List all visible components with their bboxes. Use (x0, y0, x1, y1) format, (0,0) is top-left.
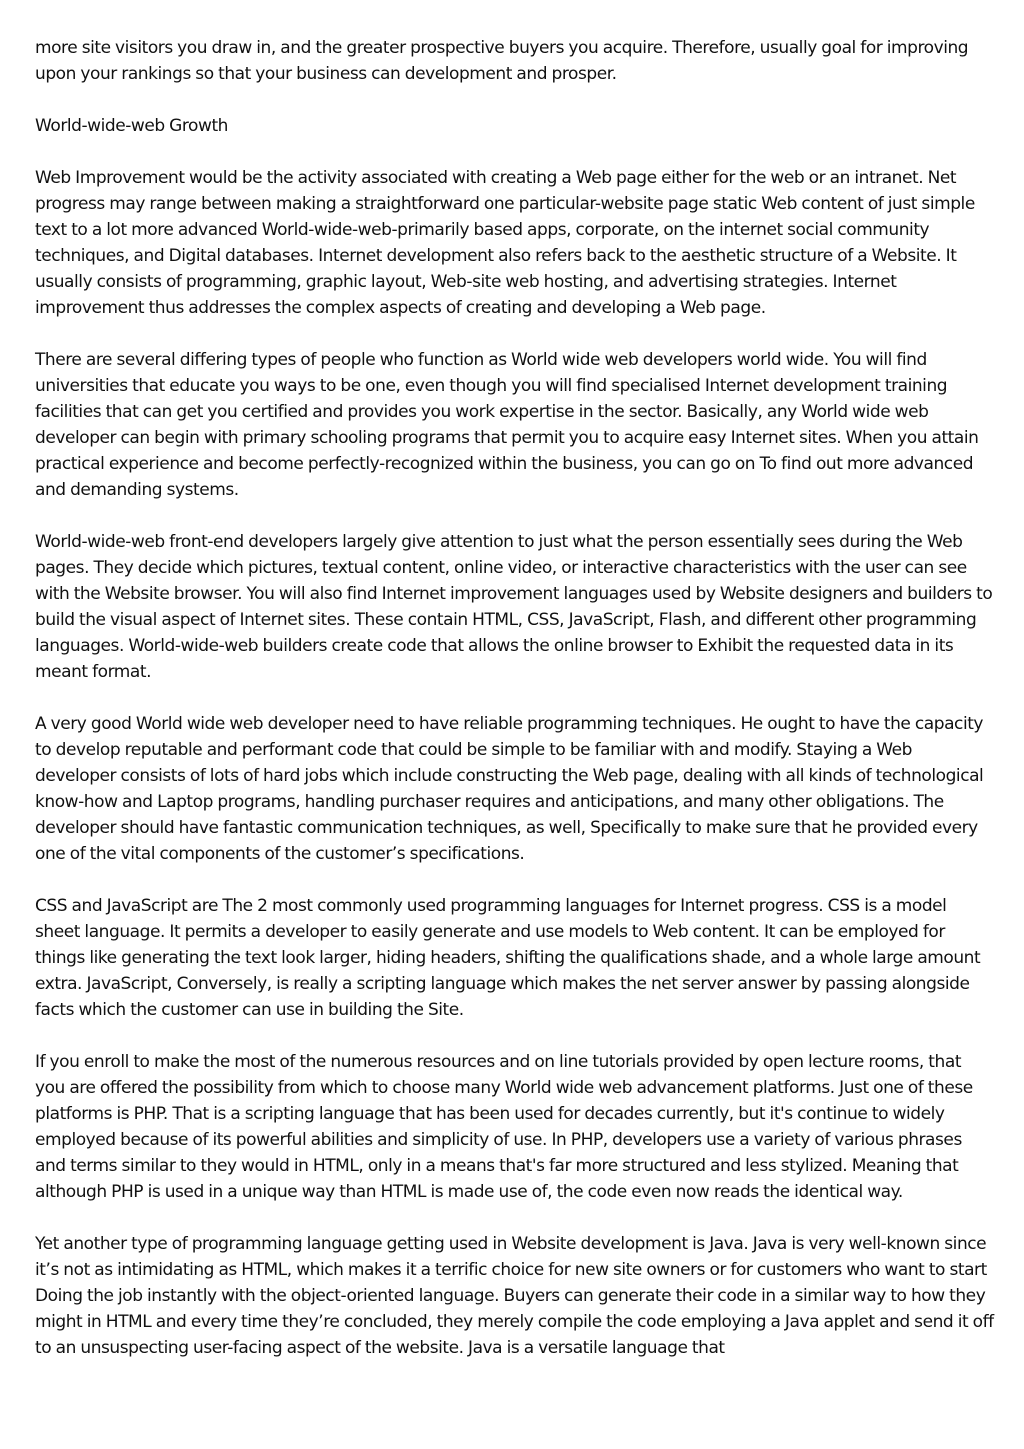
paragraph-developer-types: There are several differing types of people who function as World wide web developers world wide. You will find universities that educate you ways to be one, even though you will find specialised Internet development training facilities that can get you certified and provides you work expertise in the sector. Basically, any World wide web developer can begin with primary schooling programs that permit you to acquire easy Internet sites. When you attain practical experience and become perfectly-recognized within the business, you can go on To find out more advanced and demanding systems. (35, 350, 979, 500)
paragraph-front-end: World-wide-web front-end developers largely give attention to just what the person essentially sees during the Web pages. They decide which pictures, textual content, online video, or interactive characteristics with the user can see with the Website browser. You will also find Internet improvement languages used by Website designers and builders to build the visual aspect of Internet sites. These contain HTML, CSS, JavaScript, Flash, and different other programming languages. World-wide-web builders create code that allows the online browser to Exhibit the requested data in its meant format. (35, 532, 993, 682)
paragraph-good-developer: A very good World wide web developer need to have reliable programming techniques. He ought to have the capacity to develop reputable and performant code that could be simple to be familiar with and modify. Staying a Web developer consists of lots of hard jobs which include constructing the Web page, dealing with all kinds of technological know-how and Laptop programs, handling purchaser requires and anticipations, and many other obligations. The developer should have fantastic communication techniques, as well, Specifically to make sure that he provided every one of the vital components of the customer’s specifications. (35, 714, 984, 864)
intro-paragraph: more site visitors you draw in, and the greater prospective buyers you acquire. Therefore, usually goal for improving upon your rankings so that your business can development and prosper. (35, 38, 969, 84)
paragraph-css-javascript: CSS and JavaScript are The 2 most commonly used programming languages for Internet progress. CSS is a model sheet language. It permits a developer to easily generate and use models to Web content. It can be employed for things like generating the text look larger, hiding headers, shifting the qualifications shade, and a whole large amount extra. JavaScript, Conversely, is really a scripting language which makes the net server answer by passing alongside facts which the customer can use in building the Site. (35, 896, 981, 1020)
paragraph-java: Yet another type of programming language getting used in Website development is Java. Java is very well-known since it’s not as intimidating as HTML, which makes it a terrific choice for new site owners or for customers who want to start Doing the job instantly with the object-oriented language. Buyers can generate their code in a similar way to how they might in HTML and every time they’re concluded, they merely compile the code employing a Java applet and send it off to an unsuspecting user-facing aspect of the website. Java is a versatile language that (35, 1234, 994, 1358)
paragraph-web-improvement: Web Improvement would be the activity associated with creating a Web page either for the web or an intranet. Net progress may range between making a straightforward one particular-website page static Web content of just simple text to a lot more advanced World-wide-web-primarily based apps, corporate, on the internet social community techniques, and Digital databases. Internet development also refers back to the aesthetic structure of a Website. It usually consists of programming, graphic layout, Web-site web hosting, and advertising strategies. Internet improvement thus addresses the complex aspects of creating and developing a Web page. (35, 168, 975, 318)
paragraph-php: If you enroll to make the most of the numerous resources and on line tutorials provided by open lecture rooms, that you are offered the possibility from which to choose many World wide web advancement platforms. Just one of these platforms is PHP. That is a scripting language that has been used for decades currently, but it's continue to widely employed because of its powerful abilities and simplicity of use. In PHP, developers use a variety of various phrases and terms similar to they would in HTML, only in a means that's far more structured and less stylized. Meaning that although PHP is used in a unique way than HTML is made use of, the code even now reads the identical way. (35, 1052, 973, 1202)
section-heading: World-wide-web Growth (35, 116, 229, 136)
